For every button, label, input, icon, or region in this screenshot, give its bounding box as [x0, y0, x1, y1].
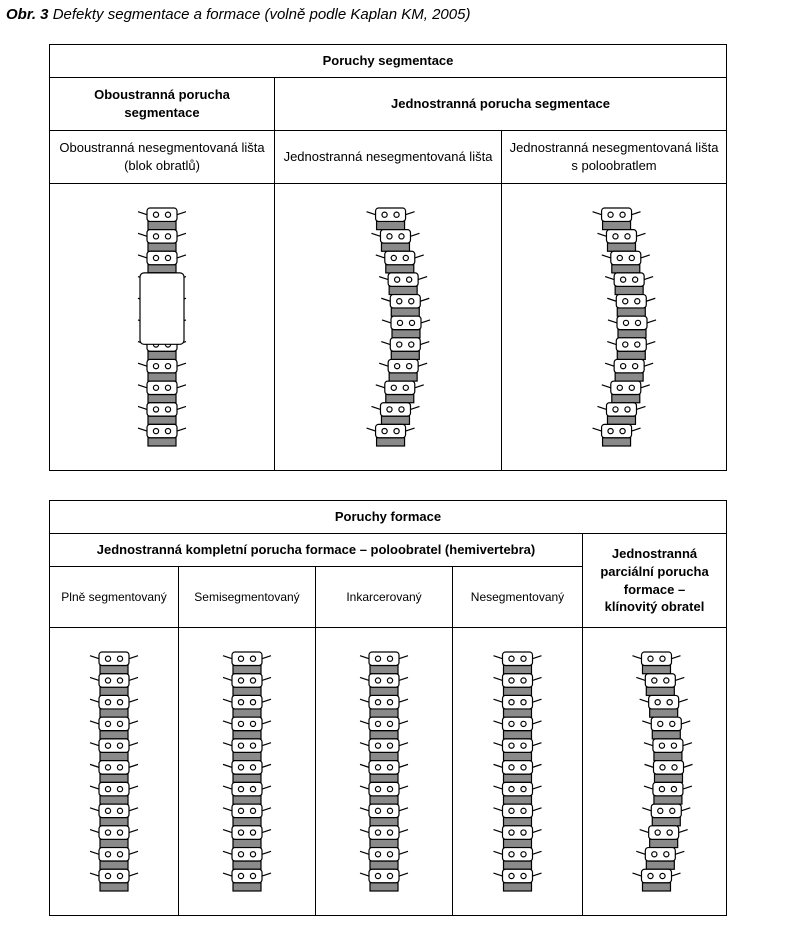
formation-title: Poruchy formace — [49, 500, 727, 534]
figure-caption — [6, 6, 470, 23]
spine-illustration-block-vertebrae — [49, 183, 275, 471]
spine-illustration-incarcerated — [315, 627, 453, 916]
column-label-bilateral-bar: Oboustranná nesegmentovaná lišta (blok obratlů) — [49, 130, 275, 184]
spine-illustration-nonsegmented — [452, 627, 583, 916]
complete-formation-header: Jednostranná kompletní porucha formace – poloobratel (hemivertebra) — [49, 533, 583, 567]
figure-title: Defekty segmentace a formace (volně podle Kaplan KM, 2005) — [52, 6, 471, 23]
spine-drawing — [50, 628, 178, 915]
partial-formation-header: Jednostranná parciální porucha formace – klínovitý obratel — [582, 533, 727, 628]
spine-drawing — [583, 628, 726, 915]
spine-drawing — [50, 184, 274, 470]
spine-illustration-fully-segmented — [49, 627, 179, 916]
spine-drawing — [316, 628, 452, 915]
spine-illustration-wedge-vertebra — [582, 627, 727, 916]
spine-illustration-bar-hemivertebra — [501, 183, 727, 471]
column-label-fully-segmented: Plně segmentovaný — [49, 566, 179, 628]
column-label-semisegmented: Semisegmentovaný — [178, 566, 316, 628]
column-label-nonsegmented: Nesegmentovaný — [452, 566, 583, 628]
spine-illustration-unilateral-bar — [274, 183, 502, 471]
figure-number: Obr. 3 — [6, 6, 49, 23]
spine-drawing — [502, 184, 726, 470]
column-label-unilateral-bar: Jednostranná nesegmentovaná lišta — [274, 130, 502, 184]
column-label-incarcerated: Inkarcerovaný — [315, 566, 453, 628]
spine-illustration-semisegmented — [178, 627, 316, 916]
spine-drawing — [179, 628, 315, 915]
column-label-unilateral-bar-hemivertebra: Jednostranná nesegmentovaná lišta s poloobratlem — [501, 130, 727, 184]
bilateral-header: Oboustranná porucha segmentace — [49, 77, 275, 131]
spine-drawing — [453, 628, 582, 915]
segmentation-title: Poruchy segmentace — [49, 44, 727, 78]
unilateral-header: Jednostranná porucha segmentace — [274, 77, 727, 131]
spine-drawing — [275, 184, 501, 470]
